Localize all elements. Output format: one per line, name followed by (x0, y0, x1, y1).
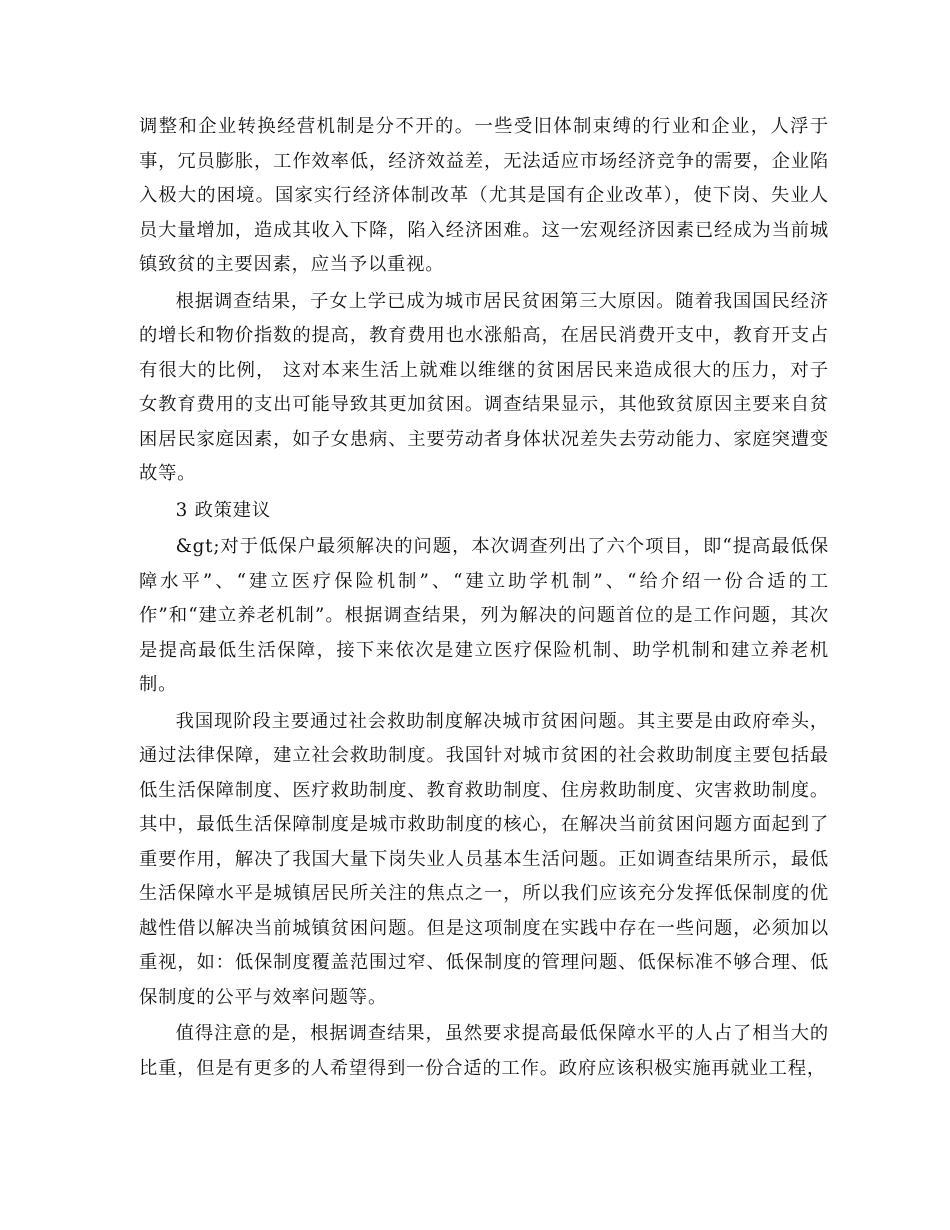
paragraph-low-income-issues: &gt;对于低保户最须解决的问题，本次调查列出了六个项目，即“提高最低保障水平”、“建立医疗保险机制”、“建立助学机制”、“给介绍一份合适的工作”和“建立养老机制”。根据调查结果，列为解决的问题首位的是工作问题，其次是提高最低生活保障，接下来依次是建立医疗保险机制、助学机制和建立养老机制。 (139, 536, 829, 695)
paragraph-social-assistance: 我国现阶段主要通过社会救助制度解决城市贫困问题。其主要是由政府牵头，通过法律保障，建立社会救助制度。我国针对城市贫困的社会救助制度主要包括最低生活保障制度、医疗救助制度、教育救助制度、住房救助制度、灾害救助制度。其中，最低生活保障制度是城市救助制度的核心，在解决当前贫困问题方面起到了重要作用，解决了我国大量下岗失业人员基本生活问题。正如调查结果所示，最低生活保障水平是城镇居民所关注的焦点之一，所以我们应该充分发挥低保制度的优越性借以解决当前城镇贫困问题。但是这项制度在实践中存在一些问题，必须加以重视，如：低保制度覆盖范围过窄、低保制度的管理问题、低保标准不够合理、低保制度的公平与效率问题等。 (139, 710, 829, 1008)
paragraph-continuation: 调整和企业转换经营机制是分不开的。一些受旧体制束缚的行业和企业，人浮于事，冗员膨胀，工作效率低，经济效益差，无法适应市场经济竞争的需要，企业陷入极大的困境。国家实行经济体制改革（尤其是国有企业改革），使下岗、失业人员大量增加，造成其收入下降，陷入经济困难。这一宏观经济因素已经成为当前城镇致贫的主要因素，应当予以重视。 (139, 116, 829, 275)
paragraph-education-cost: 根据调查结果，子女上学已成为城市居民贫困第三大原因。随着我国国民经济的增长和物价指数的提高，教育费用也水涨船高，在居民消费开支中，教育开支占有很大的比例， 这对本来生活上就难以维继的贫困居民来造成很大的压力，对子女教育费用的支出可能导致其更加贫困。调查结果显示，其他致贫原因主要来自贫困居民家庭因素，如子女患病、主要劳动者身体状况差失去劳动能力、家庭突遭变故等。 (139, 290, 829, 484)
section-heading-policy: 3 政策建议 (175, 499, 271, 521)
paragraph-employment: 值得注意的是，根据调查结果，虽然要求提高最低保障水平的人占了相当大的比重，但是有更多的人希望得到一份合适的工作。政府应该积极实施再就业工程， (139, 1023, 829, 1079)
document-body (139, 110, 829, 1088)
